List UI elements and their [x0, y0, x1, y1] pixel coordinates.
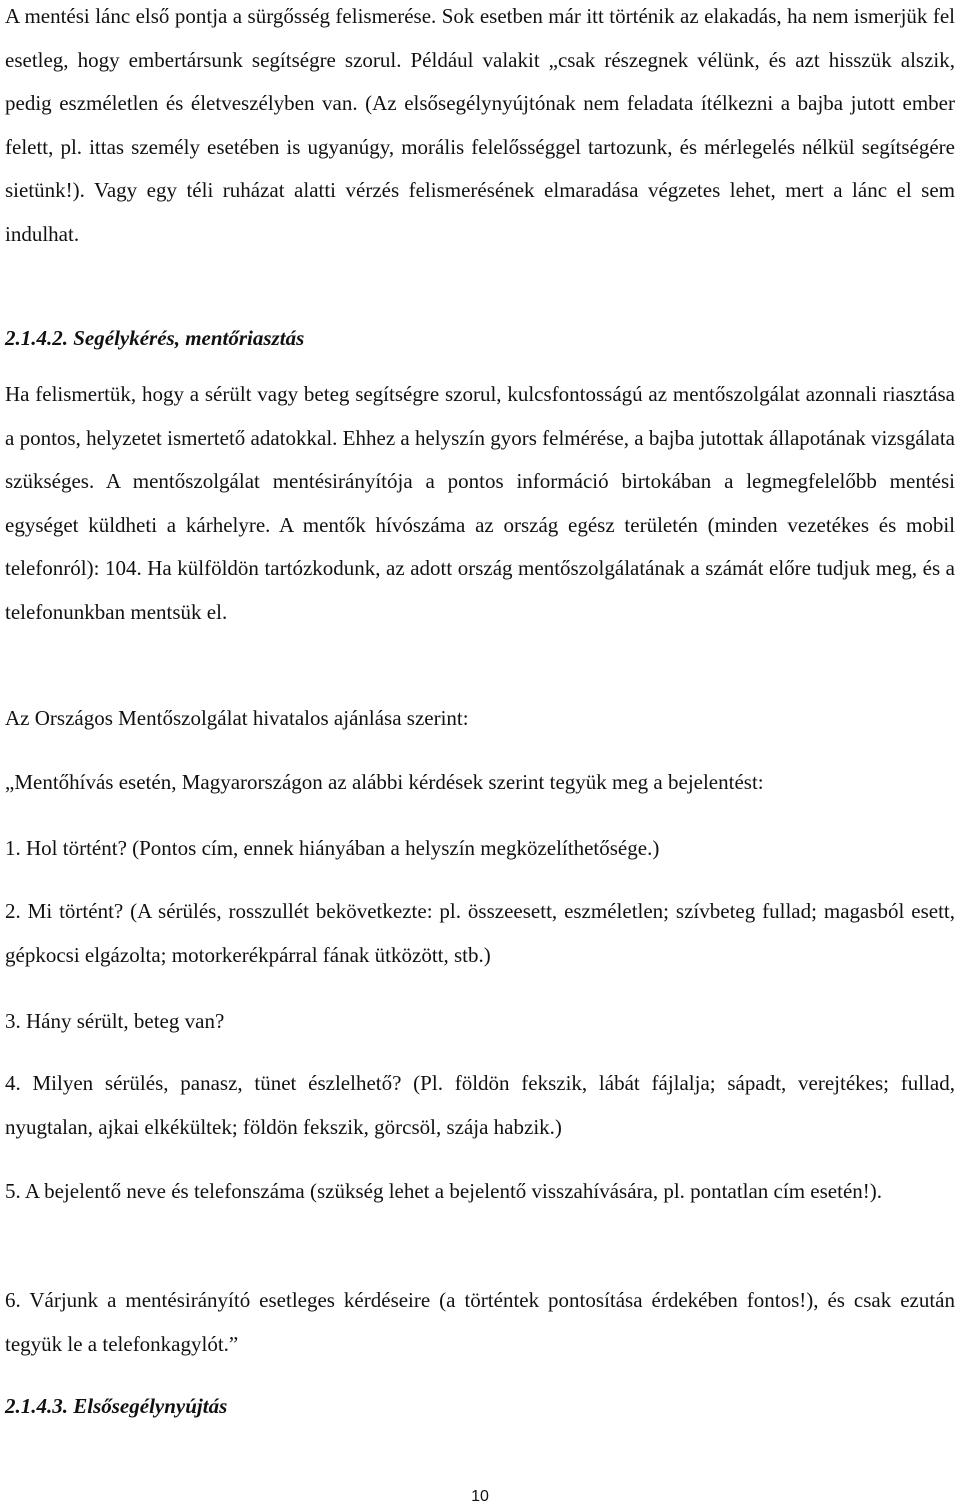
- paragraph-ambulance-alert: Ha felismertük, hogy a sérült vagy beteg segítségre szorul, kulcsfontosságú az mentőszolgálat azonnali riasztása a pontos, helyzetet ismertető adatokkal. Ehhez a helyszín gyors felmérése, a bajba jutottak állapotának vizsgálata szükséges. A mentőszolgálat mentésirányítója a pontos információ birtokában a legmegfelelőbb mentési egységet küldheti a kárhelyre. A mentők hívószáma az ország egész területén (minden vezetékes és mobil telefonról): 104. Ha külföldön tartózkodunk, az adott ország mentőszolgálatának a számát előre tudjuk meg, és a telefonunkban mentsük el.: [5, 382, 955, 624]
- paragraph-recognition: A mentési lánc első pontja a sürgősség felismerése. Sok esetben már itt történik az elakadás, ha nem ismerjük fel esetleg, hogy embertársunk segítségre szorul. Például valakit „csak részegnek vélünk, és azt hisszük alszik, pedig eszméletlen és életveszélyben van. (Az elsősegélynyújtónak nem feladata ítélkezni a bajba jutott ember felett, pl. ittas személy esetében is ugyanúgy, morális felelősséggel tartozunk, és mérlegelés nélkül segítségére sietünk!). Vagy egy téli ruházat alatti vérzés felismerésének elmaradása végzetes lehet, mert a lánc el sem indulhat.: [5, 4, 955, 246]
- paragraph-call-instructions: „Mentőhívás esetén, Magyarországon az alábbi kérdések szerint tegyük meg a bejelentést:: [5, 770, 764, 794]
- page-number: 10: [471, 1488, 489, 1505]
- section-heading-first-aid: 2.1.4.3. Elsősegélynyújtás: [5, 1394, 228, 1418]
- question-5: 5. A bejelentő neve és telefonszáma (szükség lehet a bejelentő visszahívására, pl. pontatlan cím esetén!).: [5, 1179, 883, 1203]
- question-4: 4. Milyen sérülés, panasz, tünet észlelhető? (Pl. földön fekszik, lábát fájlalja; sápadt, verejtékes; fullad, nyugtalan, ajkai elkékültek; földön fekszik, görcsöl, szája habzik.): [5, 1071, 955, 1139]
- paragraph-official-recommendation: Az Országos Mentőszolgálat hivatalos ajánlása szerint:: [5, 706, 469, 730]
- question-6: 6. Várjunk a mentésirányító esetleges kérdéseire (a történtek pontosítása érdekében fontos!), és csak ezután tegyük le a telefonkagylót.”: [5, 1288, 955, 1356]
- question-1: 1. Hol történt? (Pontos cím, ennek hiányában a helyszín megközelíthetősége.): [5, 836, 660, 860]
- section-heading-help-request: 2.1.4.2. Segélykérés, mentőriasztás: [5, 326, 305, 350]
- question-3: 3. Hány sérült, beteg van?: [5, 1009, 225, 1033]
- question-2: 2. Mi történt? (A sérülés, rosszullét bekövetkezte: pl. összeesett, eszméletlen; szívbeteg fullad; magasból esett, gépkocsi elgázolta; motorkerékpárral fának ütközött, stb.): [5, 899, 955, 967]
